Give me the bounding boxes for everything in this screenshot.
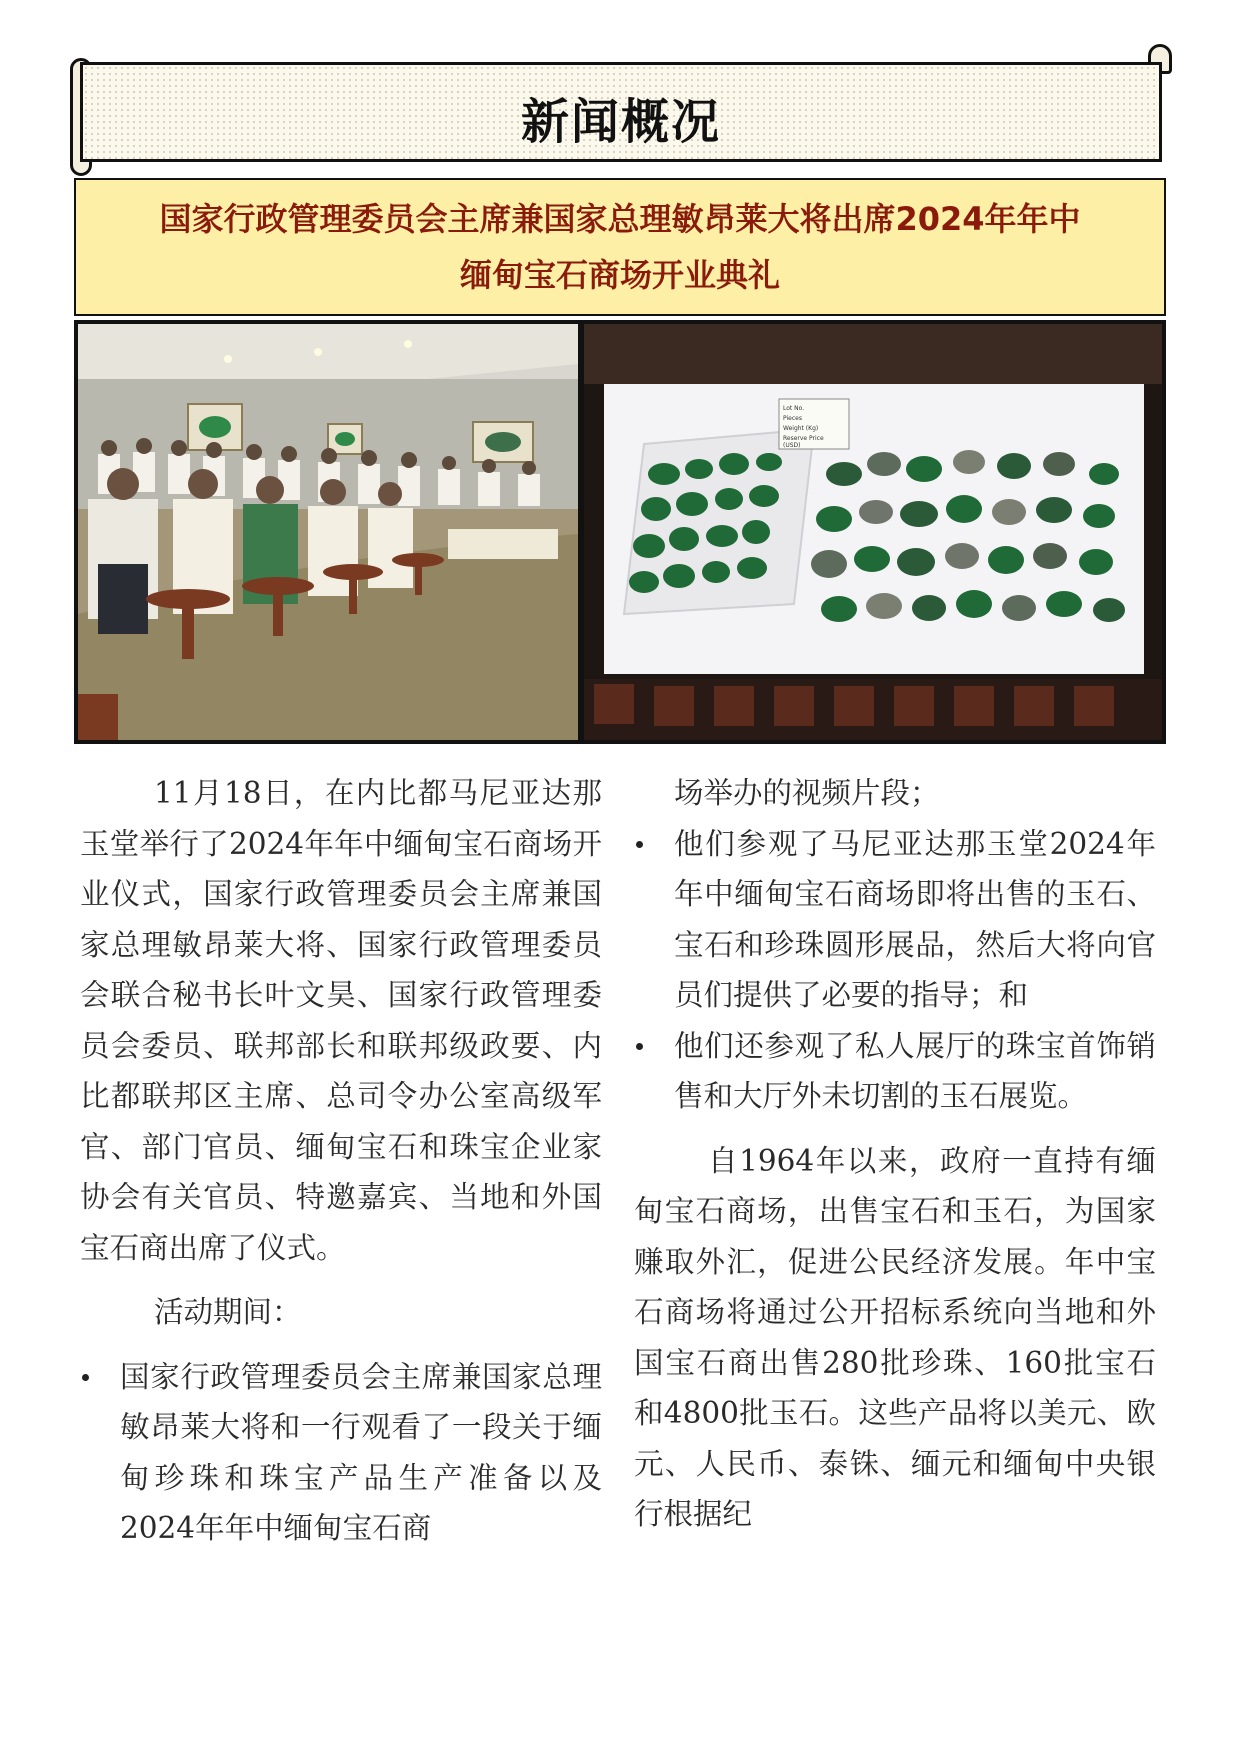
jade-tag-line-3: Weight (Kg)	[783, 425, 819, 432]
photo-jade-display	[584, 324, 1162, 740]
bullet-item-2	[634, 819, 1156, 1021]
headline-line-1: 国家行政管理委员会主席兼国家总理敏昂莱大将出席2024年年中	[159, 200, 1081, 238]
jade-tag-line-1: Lot No.	[783, 405, 805, 412]
article-column-right	[634, 768, 1156, 1540]
headline-box	[74, 178, 1166, 316]
article-paragraph-during: 活动期间：	[154, 1295, 302, 1329]
bullet-dot	[636, 1043, 643, 1050]
photo-strip	[74, 320, 1166, 744]
section-banner	[80, 62, 1162, 162]
bullet-item-2-text: 他们参观了马尼亚达那玉堂2024年年中缅甸宝石商场即将出售的玉石、宝石和珍珠圆形展品，然后大将向官员们提供了必要的指导；和	[674, 826, 1156, 1012]
jade-tag-line-2: Pieces	[783, 415, 802, 422]
article-paragraph-history: 自1964年以来，政府一直持有缅甸宝石商场，出售宝石和玉石，为国家赚取外汇，促进公民经济发展。年中宝石商场将通过公开招标系统向当地和外国宝石商出售280批珍珠、160批宝石和4800批玉石。这些产品将以美元、欧元、人民币、泰铢、缅元和缅甸中央银行根据纪	[634, 1143, 1156, 1531]
bullet-item-1-continued: 场举办的视频片段；	[674, 776, 940, 810]
photo-audience	[78, 324, 578, 740]
bullet-item-1	[80, 1352, 602, 1554]
bullet-dot	[82, 1374, 89, 1381]
section-title: 新闻概况	[520, 94, 721, 150]
bullet-dot	[636, 841, 643, 848]
bullet-item-3-text: 他们还参观了私人展厅的珠宝首饰销售和大厅外未切割的玉石展览。	[674, 1028, 1156, 1113]
article-column-left	[80, 768, 602, 1554]
bullet-item-3	[634, 1021, 1156, 1122]
jade-tag-line-5: (USD)	[783, 442, 801, 449]
headline-line-2: 缅甸宝石商场开业典礼	[459, 256, 780, 294]
article-paragraph-intro: 11月18日，在内比都马尼亚达那玉堂举行了2024年年中缅甸宝石商场开业仪式，国家行政管理委员会主席兼国家总理敏昂莱大将、国家行政管理委员会联合秘书长叶文昊、国家行政管理委员会委员、联邦部长和联邦级政要、内比都联邦区主席、总司令办公室高级军官、部门官员、缅甸宝石和珠宝企业家协会有关官员、特邀嘉宾、当地和外国宝石商出席了仪式。	[80, 776, 602, 1265]
jade-tag-line-4: Reserve Price	[783, 435, 824, 442]
bullet-item-1-text: 国家行政管理委员会主席兼国家总理敏昂莱大将和一行观看了一段关于缅甸珍珠和珠宝产品生产准备以及2024年年中缅甸宝石商	[120, 1359, 602, 1545]
